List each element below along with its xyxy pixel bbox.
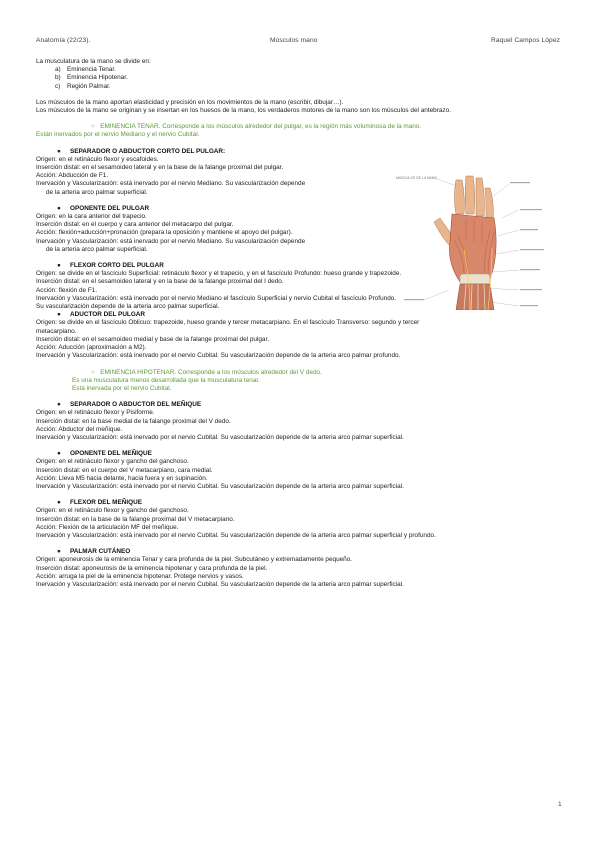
header-author: Raquel Campos López [491, 37, 560, 44]
section-line: metacarpiano. [36, 327, 77, 335]
section-line: Origen: en el retináculo flexor y gancho del ganchoso. [36, 458, 189, 466]
section-line: Origen: en el retináculo flexor y gancho del ganchoso. [36, 507, 189, 515]
section-line: Inervación y Vascularización: está inervado por el nervio Cubital. Su vascularización depende de la arteria arco palmar superficial. [36, 433, 404, 441]
section-line: de la arteria arco palmar superficial. [46, 245, 148, 253]
section-line: Origen: se divide en el fascículo Oblicuo: trapezoide, hueso grande y tercer metacarpiano. En el fascículo Transverso: segundo y tercer [36, 319, 420, 327]
section-title: ● FLEXOR CORTO DEL PULGAR [57, 262, 164, 270]
section-title: ● OPONENTE DEL PULGAR [57, 204, 150, 212]
section-line: Origen: en el retináculo flexor y escafoides. [36, 155, 159, 163]
section-line: Inervación y Vascularización: está inervado por el nervio Cubital. Su vascularización depende de la arteria arco palmar superficial. [36, 482, 404, 490]
section-line: Inervación y Vascularización: está inervado por el nervio Mediano el fascículo Superficial y nervio Cubital el fascículo Profundo. [36, 294, 397, 302]
hipotenar-subtitle: Es una musculatura menos desarrollada que la musculatura tenar. [72, 376, 260, 384]
section-line: Origen: en el retináculo flexor y Pisiforme. [36, 409, 155, 417]
palm [449, 214, 496, 282]
section-abductor-menique [36, 401, 566, 442]
section-title: ● PALMAR CUTÁNEO [57, 548, 131, 556]
hipotenar-subtitle: Está inervada por el nervio Cubital. [72, 384, 172, 392]
page-number: 1 [558, 801, 562, 808]
section-line: Inserción distal: en el sesamoideo lateral y en la base de la falange proximal del I dedo. [36, 278, 284, 286]
intro-paragraph: Los músculos de la mano aportan elasticidad y precisión en los movimientos de la mano (escribir, dibujar…). [36, 98, 344, 106]
intro-paragraph: Los músculos de la mano se originan y se insertan en los huesos de la mano, los verdaderos motores de la mano son los músculos del antebrazo. [36, 107, 451, 115]
section-line: Inervación y Vascularización: está inervado por el nervio Mediano. Su vascularización depende [36, 180, 306, 188]
header-course: Anatomía (22/23). [36, 37, 91, 44]
section-line: Acción: flexión+aducción+pronación (prepara la oposición y mantiene el apoyo del pulgar). [36, 229, 293, 237]
section-line: Acción: flexión de F1. [36, 286, 98, 294]
section-title: ● OPONENTE DEL MEÑIQUE [57, 450, 152, 458]
section-line: Su vascularización depende de la arteria arco palmar superficial. [36, 303, 220, 311]
section-line: Acción: Flexión de la articulación MF del meñique. [36, 523, 179, 531]
figure-label: MÚSCULOS DE LA MANO [396, 176, 437, 180]
section-line: Origen: aponeurosis de la eminencia Tenar y cara profunda de la piel. Subcutáneo y extremadamente pequeño. [36, 556, 353, 564]
section-line: Acción: Aducción (aproximación a M2). [36, 344, 147, 352]
section-title: ● SEPARADOR O ABDUCTOR CORTO DEL PULGAR: [57, 147, 226, 155]
intro-lead: La musculatura de la mano se divide en: [36, 58, 151, 65]
section-title: ● FLEXOR DEL MEÑIQUE [57, 499, 142, 507]
section-line: Inervación y Vascularización: está inervado por el nervio Cubital. Su vascularización depende de la arteria arco palmar profundo. [36, 352, 401, 360]
intro-list-item: a) Eminencia Tenar. [55, 66, 116, 74]
section-title: ● SEPARADOR O ABDUCTOR DEL MEÑIQUE [57, 401, 202, 409]
section-line: Inserción distal: en la base medial de la falange proximal del V dedo. [36, 417, 231, 425]
section-line: Inervación y Vascularización: está inervado por el nervio Cubital. Su vascularización depende de la arteria arco palmar superficial. [36, 580, 404, 588]
section-flexor-menique [36, 499, 566, 540]
section-line: Inserción distal: en el cuerpo y cara anterior del metacarpo del pulgar. [36, 221, 234, 229]
section-palmar-cutaneo [36, 548, 566, 589]
section-line: Inervación y Vascularización: está inervado por el nervio Mediano. Su vascularización depende [36, 237, 306, 245]
hand-muscles-illustration [394, 170, 558, 310]
section-line: Inervación y Vascularización: está inervado por el nervio Cubital. Su vascularización depende de la arteria arco palmar superficial y profundo. [36, 531, 436, 539]
section-oponente-menique [36, 450, 566, 491]
section-aductor-pulgar [36, 311, 566, 360]
section-line: Origen: se divide en el fascículo Superficial: retináculo flexor y el trapecio, y en el fascículo Profundo: hueso grande y trapezoide. [36, 270, 402, 278]
tenar-subtitle: Están inervados por el nervio Mediano y el nervio Cubital. [36, 131, 200, 139]
section-line: Inserción distal: en el sesamoideo lateral y en la base de la falange proximal del pulgar. [36, 164, 284, 172]
section-line: Acción: Abducción de F1. [36, 172, 109, 180]
section-line: Inserción distal: en el sesamoideo medial y base de la falange proximal del pulgar. [36, 335, 270, 343]
section-line: Acción: Lleva M5 hacia delante, hacia fuera y en supinación. [36, 474, 208, 482]
section-line: Acción: Abductor del meñique. [36, 425, 123, 433]
section-line: Inserción distal: en el cuerpo del V metacarpiano, cara medial. [36, 466, 213, 474]
intro-list-item: c) Región Palmar. [55, 82, 111, 90]
retinaculum [460, 274, 490, 284]
section-line: Acción: arruga la piel de la eminencia hipotenar. Protege nervios y vasos. [36, 572, 244, 580]
tenar-heading: ○ EMINENCIA TENAR. Corresponde a los músculos alrededor del pulgar, es la región más voluminosa de la mano. [91, 123, 422, 131]
document-body [36, 58, 566, 589]
hipotenar-heading: ○ EMINENCIA HIPOTENAR. Corresponde a los músculos alrededor del V dedo. [91, 368, 322, 376]
section-line: Origen: en la cara anterior del trapecio. [36, 213, 147, 221]
header-topic: Músculos mano [270, 37, 318, 44]
section-line: de la arteria arco palmar superficial. [46, 188, 148, 196]
section-line: Inserción distal: aponeurosis de la eminencia hipotenar y cara profunda de la piel. [36, 564, 268, 572]
section-line: Inserción distal: en la base de la falange proximal del V metacarpiano. [36, 515, 235, 523]
section-title: ● ADUCTOR DEL PULGAR [57, 311, 146, 319]
intro-list-item: b) Eminencia Hipotenar. [55, 74, 128, 82]
